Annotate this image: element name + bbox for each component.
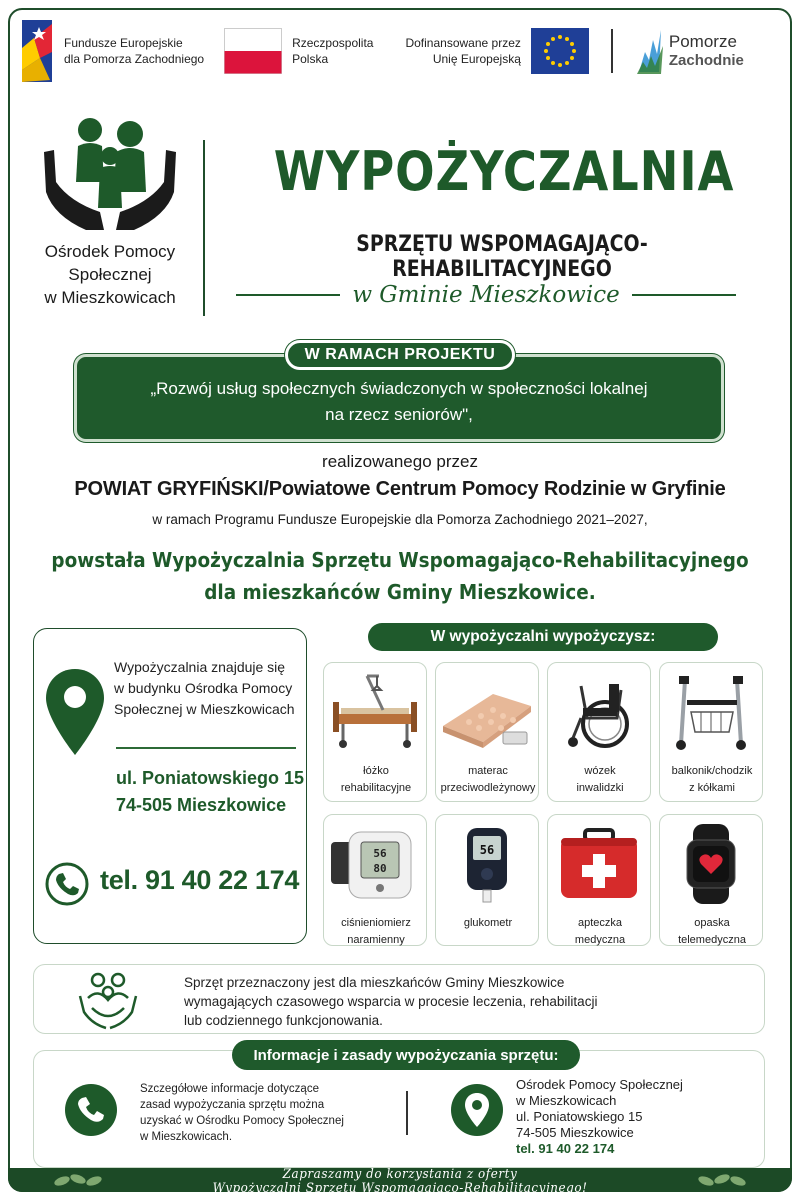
- city: 74-505 Mieszkowice: [116, 795, 287, 815]
- equipment-card-walker: [659, 662, 763, 802]
- eu-line2: Unię Europejską: [432, 52, 521, 66]
- rules-desc3: uzyskać w Ośrodku Pomocy Społecznej: [140, 1115, 344, 1127]
- osp-line1: Ośrodek Pomocy: [44, 242, 176, 261]
- rules-pill: Informacje i zasady wypożyczania sprzętu:: [232, 1040, 580, 1070]
- footer: [8, 1167, 792, 1196]
- rules-desc1: Szczegółowe informacje dotyczące: [140, 1083, 319, 1095]
- powstala-text: [32, 544, 768, 608]
- rp-line2: Polska: [292, 52, 329, 66]
- fe-line2: dla Pomorza Zachodniego: [64, 52, 205, 66]
- family-hands-icon: [40, 112, 180, 232]
- phone-number[interactable]: tel. 91 40 22 174: [100, 865, 300, 895]
- location-text: [114, 657, 304, 720]
- info-text: [184, 973, 724, 1030]
- address-divider: [116, 747, 296, 749]
- rules-divider: [406, 1091, 408, 1135]
- card-label-1: łóżko: [363, 765, 389, 777]
- bp-diastolic: 80: [373, 862, 387, 875]
- bp-systolic: 56: [373, 847, 387, 860]
- eu-line1: Dofinansowane przez: [405, 36, 521, 50]
- rules-desc4: w Mieszkowicach.: [140, 1131, 233, 1143]
- glucometer-icon: [439, 824, 535, 904]
- anti-bedsore-mattress-icon: [439, 672, 535, 752]
- gmina-rule-left: [236, 294, 340, 296]
- info-line3: lub codziennego funkcjonowania.: [184, 1013, 383, 1028]
- gmina-rule-right: [632, 294, 736, 296]
- card-label-5: ciśnieniomierz: [341, 917, 411, 929]
- org-line3: ul. Poniatowskiego 15: [516, 1109, 643, 1124]
- project-quote-line2: na rzecz seniorów",: [325, 405, 473, 424]
- card-label-3b: inwalidzki: [576, 782, 624, 794]
- equipment-card-glucometer: [435, 814, 539, 946]
- care-hands-icon: [76, 968, 140, 1032]
- powstala-line2: dla mieszkańców Gminy Mieszkowice.: [204, 580, 596, 604]
- equipment-card-first-aid: [547, 814, 651, 946]
- rent-pill: W wypożyczalni wypożyczysz:: [368, 623, 718, 651]
- fundusze-europejskie-icon: [20, 18, 54, 84]
- eu-logo: [405, 28, 588, 74]
- rules-org: [516, 1077, 756, 1157]
- info-line1: Sprzęt przeznaczony jest dla mieszkańców Gminy Mieszkowice: [184, 975, 565, 990]
- loc-line1: Wypożyczalnia znajduje się: [114, 659, 286, 675]
- rules-desc: [140, 1081, 400, 1145]
- pz-logo: [635, 26, 744, 76]
- info-line2: wymagających czasowego wsparcia w procesie leczenia, rehabilitacji: [184, 994, 598, 1009]
- header-separator: [203, 140, 205, 316]
- powstala-line1: powstała Wypożyczalnia Sprzętu Wspomagająco-Rehabilitacyjnego: [51, 548, 749, 572]
- polish-flag-icon: [224, 28, 282, 74]
- address-box: [33, 628, 307, 944]
- street: ul. Poniatowskiego 15: [116, 768, 305, 788]
- osp-line3: w Mieszkowicach: [44, 288, 176, 307]
- street-address: [116, 765, 306, 819]
- rp-logo: [224, 28, 373, 74]
- phone-icon-small: [64, 1083, 118, 1137]
- page-subtitle: SPRZĘTU WSPOMAGAJĄCO-REHABILITACYJNEGO: [356, 232, 648, 282]
- footer-text: [39, 1168, 760, 1196]
- location-pin-icon: [44, 667, 106, 757]
- card-label-3: wózek: [584, 765, 616, 777]
- program-text: w ramach Programu Fundusze Europejskie dla Pomorza Zachodniego 2021–2027,: [152, 512, 648, 527]
- info-box: [33, 964, 765, 1034]
- org-tel[interactable]: tel. 91 40 22 174: [516, 1141, 615, 1156]
- card-label-6: glukometr: [463, 917, 513, 929]
- pomorze-zachodnie-icon: [635, 26, 665, 76]
- card-label-5b: naramienny: [347, 934, 405, 946]
- org-line4: 74-505 Mieszkowice: [516, 1125, 634, 1140]
- card-label-2b: przeciwodleżynowy: [440, 782, 536, 794]
- eu-flag-icon: [531, 28, 589, 74]
- osp-line2: Społecznej: [68, 265, 152, 284]
- pz-line1: Pomorze: [668, 32, 737, 51]
- fe-line1: Fundusze Europejskie: [64, 36, 183, 50]
- rules-desc2: zasad wypożyczania sprzętu można: [140, 1099, 325, 1111]
- location-pin-icon-small: [450, 1083, 504, 1137]
- rehab-bed-icon: [327, 672, 423, 752]
- pz-line2: Zachodnie: [668, 52, 744, 69]
- leaf-right-icon: [688, 1169, 748, 1191]
- gmina-text: w Gminie Mieszkowice: [352, 282, 620, 308]
- card-label-7: apteczka: [577, 917, 623, 929]
- powiat-name: POWIAT GRYFIŃSKI/Powiatowe Centrum Pomocy Rodzinie w Gryfinie: [74, 478, 726, 500]
- first-aid-kit-icon: [551, 824, 647, 904]
- fe-logo: [20, 18, 204, 84]
- equipment-card-bed: [323, 662, 427, 802]
- footer-line2: Wypożyczalni Sprzętu Wspomagająco-Rehabilitacyjnego!: [212, 1181, 588, 1196]
- card-label-8b: telemedyczna: [678, 934, 746, 946]
- card-label-4b: z kółkami: [689, 782, 735, 794]
- org-line1: Ośrodek Pomocy Społecznej: [516, 1077, 683, 1092]
- walker-icon: [663, 672, 759, 752]
- page-title: WYPOŻYCZALNIA: [273, 140, 735, 203]
- loc-line3: Społecznej w Mieszkowicach: [114, 701, 295, 717]
- project-quote-line1: „Rozwój usług społecznych świadczonych w społeczności lokalnej: [150, 379, 648, 398]
- glucometer-value: 56: [479, 843, 495, 857]
- equipment-card-smartband: [659, 814, 763, 946]
- loc-line2: w budynku Ośrodka Pomocy: [114, 680, 293, 696]
- equipment-card-bp-monitor: [323, 814, 427, 946]
- logo-separator: [611, 29, 613, 73]
- gmina-line: [236, 282, 736, 308]
- osp-logo: [22, 112, 198, 309]
- project-pill: W RAMACH PROJEKTU: [285, 340, 515, 370]
- card-label-8: opaska: [694, 917, 730, 929]
- blood-pressure-monitor-icon: [327, 824, 423, 904]
- card-label-4: balkonik/chodzik: [671, 765, 753, 777]
- card-label-2: materac: [468, 765, 508, 777]
- footer-line1: Zapraszamy do korzystania z oferty: [282, 1167, 518, 1182]
- wheelchair-icon: [551, 672, 647, 752]
- phone-icon: [44, 861, 90, 907]
- osp-name: [22, 240, 198, 309]
- telemedical-band-icon: [663, 824, 759, 904]
- card-label-1b: rehabilitacyjne: [340, 782, 412, 794]
- card-label-7b: medyczna: [574, 934, 626, 946]
- equipment-card-mattress: [435, 662, 539, 802]
- rp-line1: Rzeczpospolita: [292, 36, 374, 50]
- logo-bar: [20, 18, 780, 84]
- org-line2: w Mieszkowicach: [516, 1093, 617, 1108]
- realized-by: realizowanego przez: [322, 452, 478, 471]
- equipment-card-wheelchair: [547, 662, 651, 802]
